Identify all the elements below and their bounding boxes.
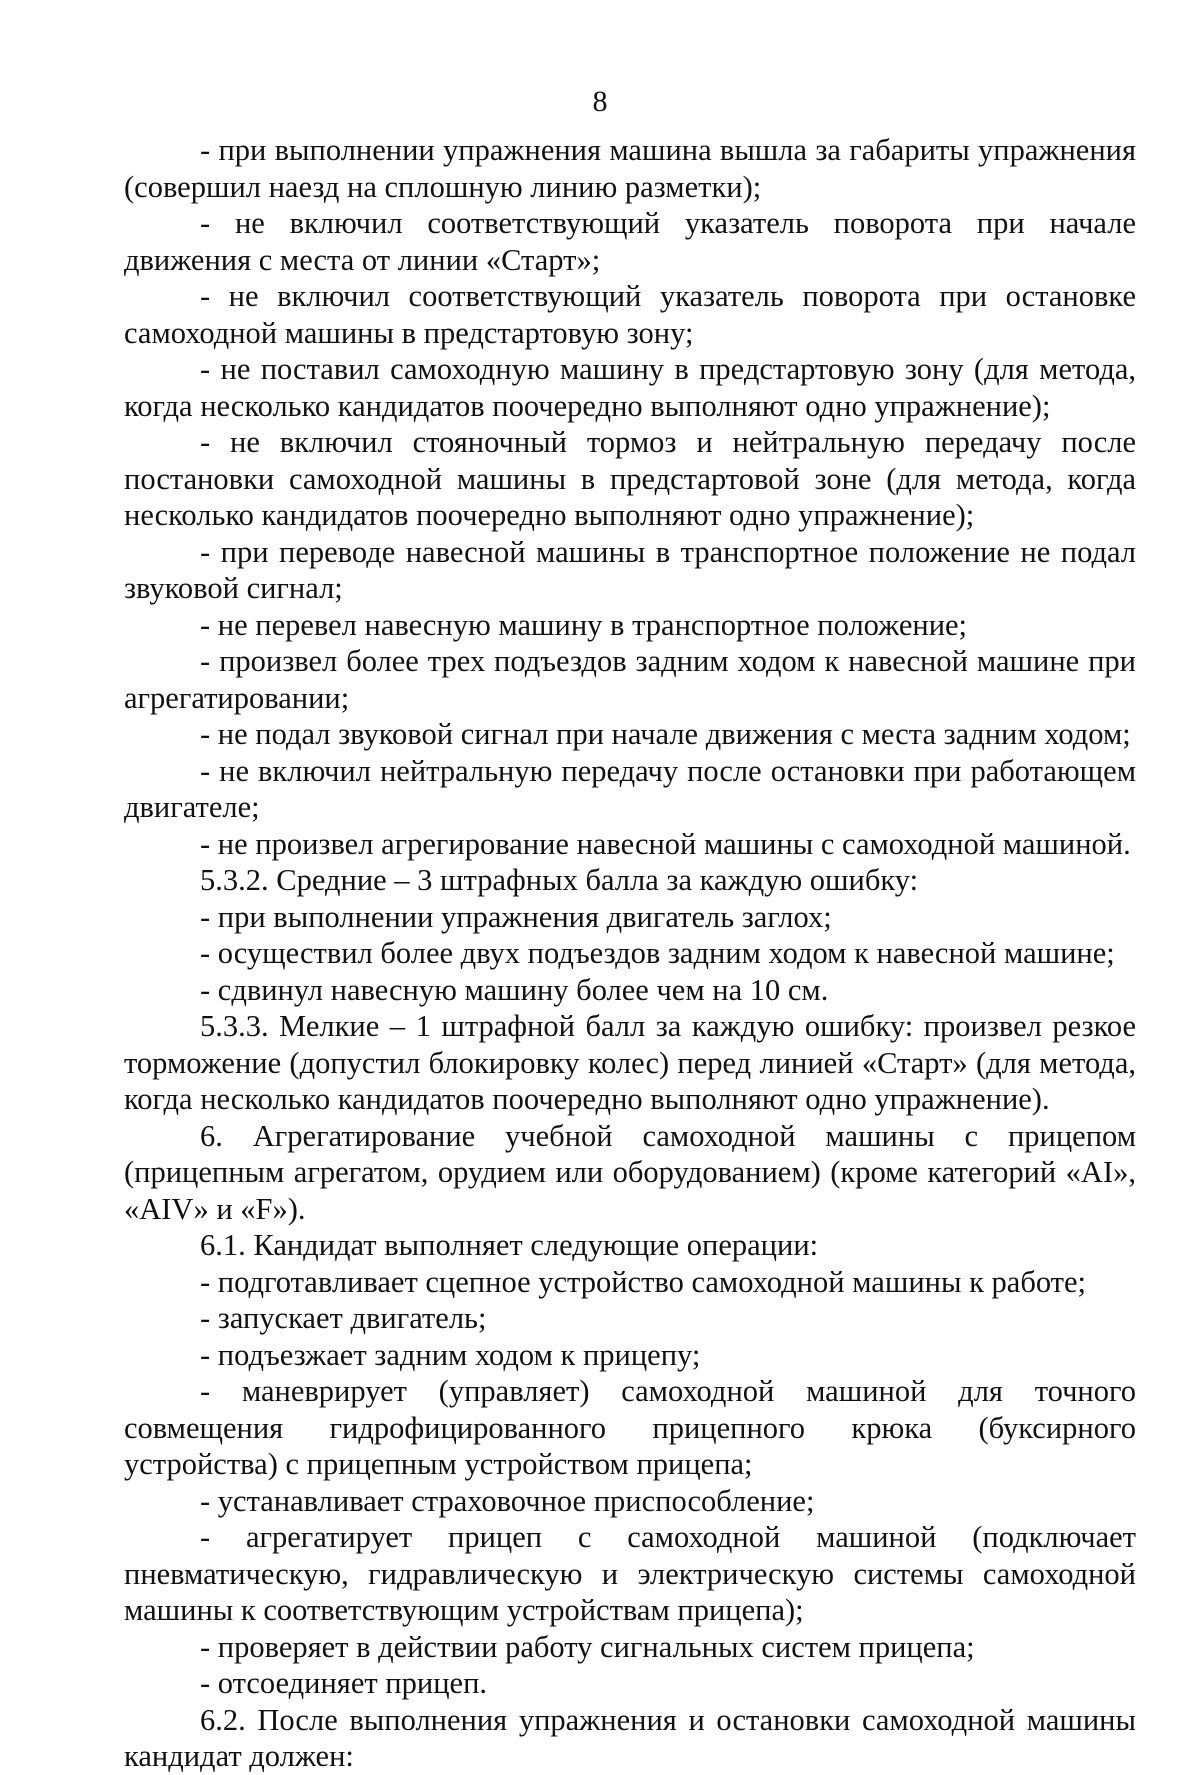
paragraph: 6. Агрегатирование учебной самоходной машины с прицепом (прицепным агрегатом, орудием или оборудованием) (кроме категорий «AI», «AIV» и «F»). <box>124 1118 1136 1226</box>
paragraph: - при переводе навесной машины в транспортное положение не подал звуковой сигнал; <box>124 534 1136 605</box>
paragraph: - при выполнении упражнения двигатель заглох; <box>200 899 832 934</box>
paragraph: - не включил стояночный тормоз и нейтральную передачу после постановки самоходной машины в предстартовой зоне (для метода, когда несколько кандидатов поочередно выполняют одно упражнение); <box>124 425 1136 532</box>
paragraph: - проверяет в действии работу сигнальных систем прицепа; <box>200 1629 975 1664</box>
paragraph: - не произвел агрегирование навесной машины с самоходной машиной. <box>200 826 1131 861</box>
paragraph: - не включил соответствующий указатель поворота при начале движения с места от линии «Старт»; <box>124 206 1136 277</box>
paragraph: - не поставил самоходную машину в предстартовую зону (для метода, когда несколько кандидатов поочередно выполняют одно упражнение); <box>124 352 1136 423</box>
paragraph: - устанавливает страховочное приспособление; <box>200 1483 815 1518</box>
paragraph: - сдвинул навесную машину более чем на 10 см. <box>200 972 829 1007</box>
paragraph: - маневрирует (управляет) самоходной машиной для точного совмещения гидрофицированного прицепного крюка (буксирного устройства) с прицепным устройством прицепа; <box>124 1374 1136 1481</box>
page-number: 8 <box>592 85 608 118</box>
paragraph: - осуществил более двух подъездов задним ходом к навесной машине; <box>200 936 1115 970</box>
paragraph: - не перевел навесную машину в транспортное положение; <box>200 607 968 642</box>
paragraph: - не включил нейтральную передачу после остановки при работающем двигателе; <box>124 753 1136 824</box>
paragraph: - не включил соответствующий указатель поворота при остановке самоходной машины в предстартовую зону; <box>124 279 1136 350</box>
paragraph: - подготавливает сцепное устройство самоходной машины к работе; <box>200 1264 1087 1299</box>
paragraph: 6.2. После выполнения упражнения и остановки самоходной машины кандидат должен: <box>124 1702 1136 1773</box>
paragraph: - произвел более трех подъездов задним ходом к навесной машине при агрегатировании; <box>124 644 1136 715</box>
paragraph: 6.1. Кандидат выполняет следующие операции: <box>200 1228 819 1262</box>
paragraph: - запускает двигатель; <box>200 1301 487 1335</box>
paragraph: - подъезжает задним ходом к прицепу; <box>200 1337 701 1372</box>
paragraph: - агрегатирует прицеп с самоходной машиной (подключает пневматическую, гидравлическую и электрическую системы самоходной машины к соответствующим устройствам прицепа); <box>124 1520 1136 1627</box>
paragraph: 5.3.3. Мелкие – 1 штрафной балл за каждую ошибку: произвел резкое торможение (допустил блокировку колес) перед линией «Старт» (для метода, когда несколько кандидатов поочередно выполняют одно упражнение). <box>124 1009 1136 1116</box>
paragraph: - отсоединяет прицеп. <box>200 1666 488 1700</box>
document-body <box>124 132 1136 1775</box>
paragraph: 5.3.2. Средние – 3 штрафных балла за каждую ошибку: <box>200 863 919 897</box>
paragraph: - не подал звуковой сигнал при начале движения с места задним ходом; <box>200 717 1131 751</box>
paragraph: - при выполнении упражнения машина вышла за габариты упражнения (совершил наезд на сплошную линию разметки); <box>124 133 1136 204</box>
